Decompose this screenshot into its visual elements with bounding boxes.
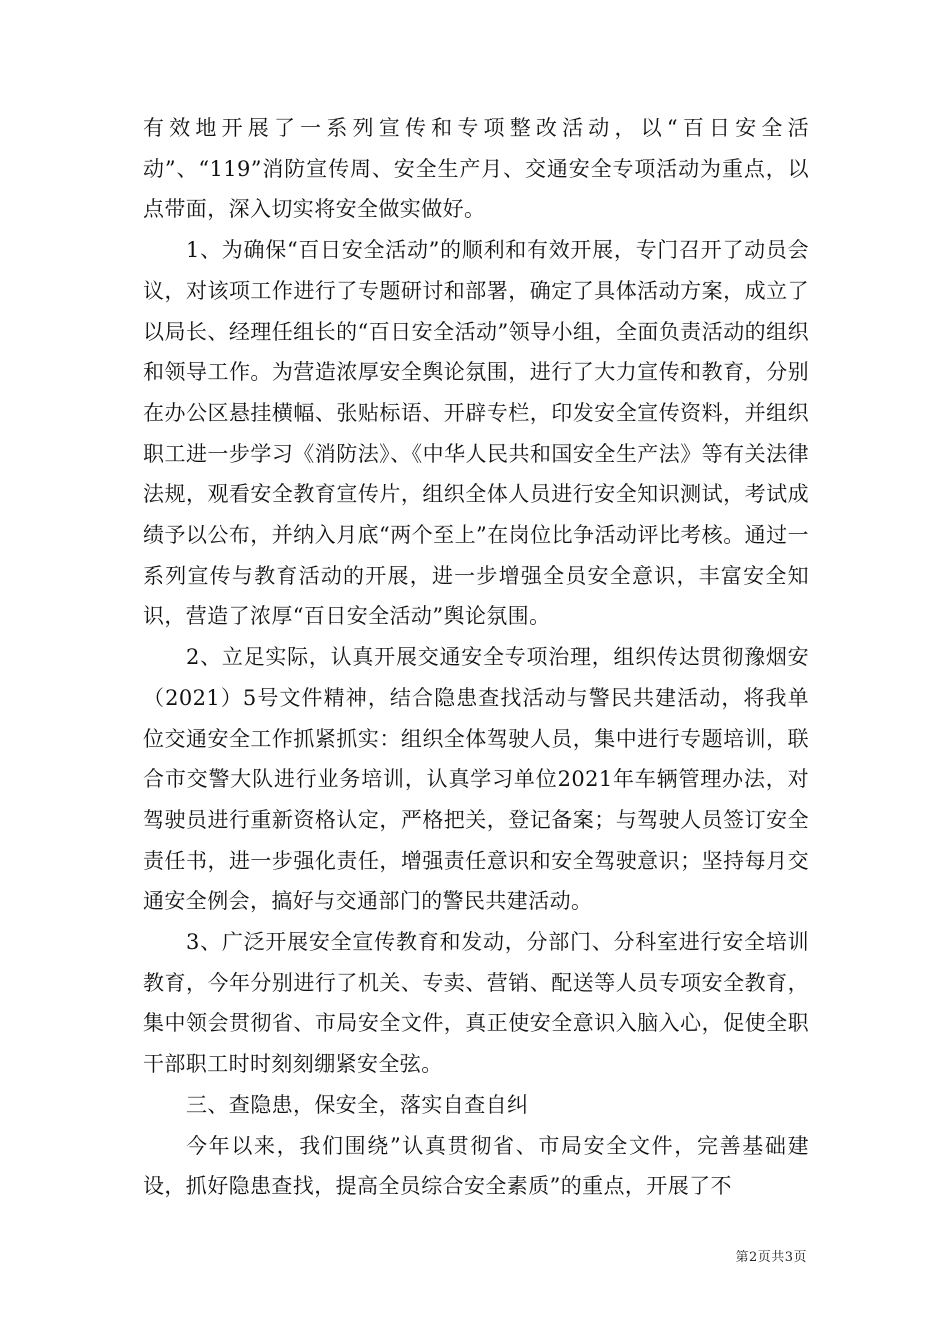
page-number: 第2页共3页 [735,1250,807,1265]
section-heading: 三、查隐患，保安全，落实自查自纠 [186,1092,529,1117]
paragraph-item-2: 2、立足实际，认真开展交通安全专项治理，组织传达贯彻豫烟安（2021）5号文件精神，结合隐患查找活动与警民共建活动，将我单位交通安全工作抓紧抓实：组织全体驾驶人员，集中进行专题培训，联合市交警大队进行业务培训，认真学习单位2021年车辆管理办法，对驾驶员进行重新资格认定，严格把关，登记备案；与驾驶人员签订安全责任书，进一步强化责任，增强责任意识和安全驾驶意识；坚持每月交通安全例会，搞好与交通部门的警民共建活动。 [143,645,809,914]
document-body [143,108,809,1207]
paragraph-section-intro: 今年以来，我们围绕”认真贯彻省、市局安全文件，完善基础建设，抓好隐患查找，提高全员综合安全素质”的重点，开展了不 [143,1133,809,1199]
paragraph-item-3: 3、广泛开展安全宣传教育和发动，分部门、分科室进行安全培训教育，今年分别进行了机关、专卖、营销、配送等人员专项安全教育，集中领会贯彻省、市局安全文件，真正使安全意识入脑入心，促使全职干部职工时时刻刻绷紧安全弦。 [143,930,809,1077]
paragraph-continuation: 有效地开展了一系列宣传和专项整改活动，以“百日安全活动”、“119”消防宣传周、安全生产月、交通安全专项活动为重点，以点带面，深入切实将安全做实做好。 [143,116,809,222]
paragraph-item-1: 1、为确保“百日安全活动”的顺利和有效开展，专门召开了动员会议，对该项工作进行了专题研讨和部署，确定了具体活动方案，成立了以局长、经理任组长的“百日安全活动”领导小组，全面负责活动的组织和领导工作。为营造浓厚安全舆论氛围，进行了大力宣传和教育，分别在办公区悬挂横幅、张贴标语、开辟专栏，印发安全宣传资料，并组织职工进一步学习《消防法》、《中华人民共和国安全生产法》等有关法律法规，观看安全教育宣传片，组织全体人员进行安全知识测试，考试成绩予以公布，并纳入月底“两个至上”在岗位比争活动评比考核。通过一系列宣传与教育活动的开展，进一步增强全员安全意识，丰富安全知识，营造了浓厚“百日安全活动”舆论氛围。 [143,238,809,629]
